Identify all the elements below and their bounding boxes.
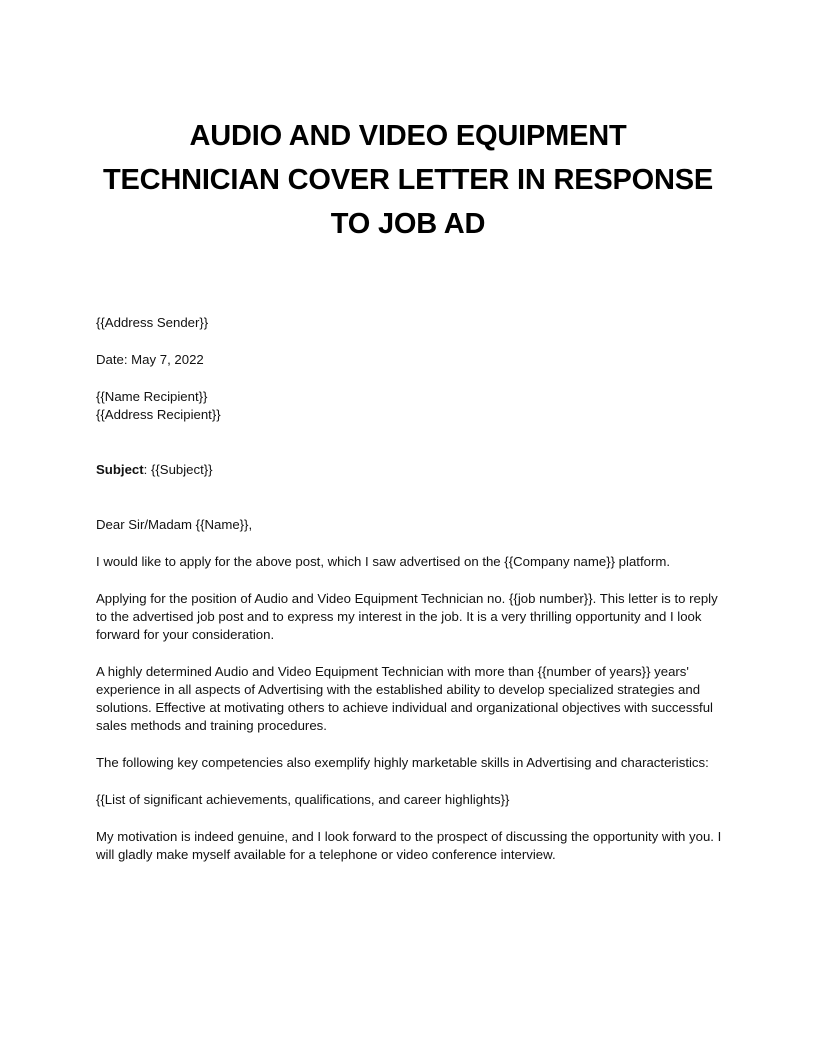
letter-body (96, 314, 726, 864)
title-line-1: AUDIO AND VIDEO EQUIPMENT (189, 120, 627, 152)
address-recipient: {{Address Recipient}} (96, 407, 221, 422)
paragraph: Applying for the position of Audio and Video Equipment Technician no. {{job number}}. This letter is to reply to the advertised job post and to express my interest in the job. It is a very thrilling opportunity and I look forward for your consideration. (96, 591, 718, 642)
name-recipient: {{Name Recipient}} (96, 389, 208, 404)
paragraph: A highly determined Audio and Video Equipment Technician with more than {{number of years}} years' experience in all aspects of Advertising with the established ability to develop specialized strategies and solutions. Effective at motivating others to achieve individual and organizational objectives with successful sales methods and training procedures. (96, 664, 713, 733)
subject-line (96, 461, 726, 479)
subject-value: : {{Subject}} (143, 462, 213, 477)
paragraph: The following key competencies also exemplify highly marketable skills in Advertising and characteristics: (96, 755, 709, 770)
salutation: Dear Sir/Madam {{Name}}, (96, 517, 253, 532)
paragraph: {{List of significant achievements, qualifications, and career highlights}} (96, 792, 510, 807)
paragraph: My motivation is indeed genuine, and I look forward to the prospect of discussing the opportunity with you. I will gladly make myself available for a telephone or video conference interview. (96, 829, 722, 862)
address-sender: {{Address Sender}} (96, 315, 209, 330)
paragraph: I would like to apply for the above post, which I saw advertised on the {{Company name}} platform. (96, 554, 670, 569)
document-title (96, 114, 720, 246)
letter-date: Date: May 7, 2022 (96, 352, 204, 367)
subject-label: Subject (96, 462, 144, 477)
title-line-2: TECHNICIAN COVER LETTER IN RESPONSE (102, 164, 714, 196)
title-line-3: TO JOB AD (330, 208, 486, 240)
